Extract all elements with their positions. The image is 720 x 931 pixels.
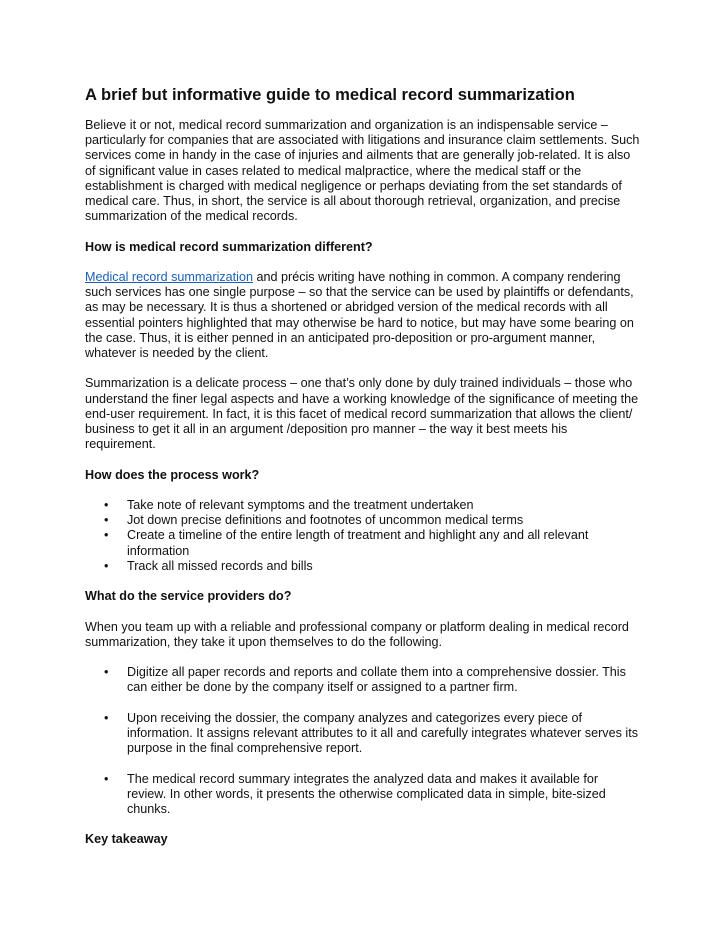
list-item: • Digitize all paper records and reports and collate them into a comprehensive dossier. This can either be done by the company itself or assigned to a partner firm. — [104, 665, 626, 695]
section-heading-providers: What do the service providers do? — [85, 589, 292, 604]
bullet-icon: • — [104, 513, 109, 528]
section-heading-key-takeaway: Key takeaway — [85, 832, 168, 847]
bullet-icon: • — [104, 498, 109, 512]
section-heading-different: How is medical record summarization different? — [85, 239, 373, 254]
document-title: A brief but informative guide to medical record summarization — [85, 85, 575, 104]
list-item: • Track all missed records and bills — [104, 558, 313, 573]
bullet-icon: • — [104, 665, 109, 680]
section-heading-process: How does the process work? — [85, 467, 260, 482]
bullet-icon: • — [104, 558, 109, 573]
section1-paragraph1 — [85, 270, 640, 361]
list-item: • Take note of relevant symptoms and the treatment undertaken — [104, 498, 474, 512]
list-item: • Create a timeline of the entire length of treatment and highlight any and all relevant information — [104, 528, 589, 558]
bullet-icon: • — [104, 528, 109, 543]
bullet-icon: • — [104, 710, 109, 725]
medical-record-summarization-link[interactable]: Medical record summarization — [85, 270, 253, 284]
process-bullet-list — [85, 498, 640, 574]
providers-bullet-list — [85, 665, 640, 817]
section3-intro-paragraph: When you team up with a reliable and professional company or platform dealing in medical record summarization, they take it upon themselves to do the following. — [85, 619, 629, 649]
bullet-icon: • — [104, 771, 109, 786]
section1-paragraph2: Summarization is a delicate process – one that’s only done by duly trained individuals – those who understand the finer legal aspects and have a working knowledge of the significance of meeting the end-user requirement. In fact, it is this facet of medical record summarization that allows the client/ business to get it all in an argument /deposition pro manner – the way it best meets his requirement. — [85, 376, 639, 452]
list-item: • The medical record summary integrates the analyzed data and makes it available for review. In other words, it presents the otherwise complicated data in simple, bite-sized chunks. — [104, 771, 606, 816]
section1-paragraph1-text: and précis writing have nothing in common. A company rendering such services has one single purpose – so that the service can be used by plaintiffs or defendants, as may be necessary. It is thus a shortened or abridged version of the medical records with all essential pointers highlighted that may otherwise be hard to notice, but may have some bearing on the case. Thus, it is either penned in an anticipated pro-deposition or pro-argument manner, whatever is needed by the client. — [85, 270, 634, 361]
list-item: • Upon receiving the dossier, the company analyzes and categorizes every piece of information. It assigns relevant attributes to it all and carefully integrates whatever serves its purpose in the final comprehensive report. — [104, 710, 638, 756]
intro-paragraph: Believe it or not, medical record summarization and organization is an indispensable service – particularly for companies that are associated with litigations and insurance claim settlements. Such services come in handy in the case of injuries and ailments that are generally job-related. It is also of significant value in cases related to medical malpractice, where the medical staff or the establishment is charged with medical negligence or perhaps deviating from the set standards of medical care. Thus, in short, the service is all about thorough retrieval, organization, and precise summarization of the medical records. — [85, 118, 640, 224]
list-item: • Jot down precise definitions and footnotes of uncommon medical terms — [104, 513, 524, 528]
